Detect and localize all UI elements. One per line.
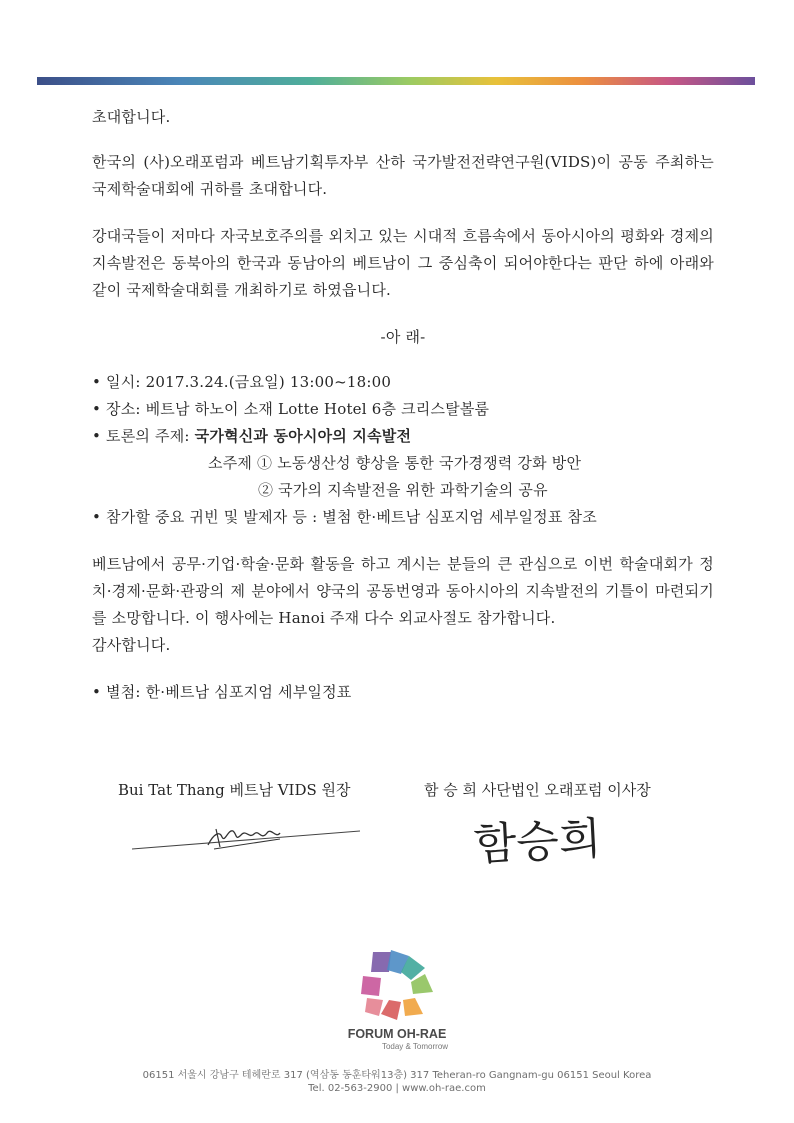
signer-right-name: 함 승 희 사단법인 오래포럼 이사장 <box>424 781 651 799</box>
event-details-list <box>92 369 714 531</box>
logo-tagline: Today & Tomorrow <box>381 1042 449 1051</box>
top-color-bar <box>37 77 755 85</box>
signature-left-image <box>130 819 366 855</box>
signature-right-image <box>470 805 630 877</box>
paragraph-background: 강대국들이 저마다 자국보호주의를 외치고 있는 시대적 흐름속에서 동아시아의 평화와 경제의 지속발전은 동북아의 한국과 동남아의 베트남이 그 중심축이 되어야한다는 판단 하에 아래와 같이 국제학술대회를 개최하기로 하였읍니다. <box>92 227 714 299</box>
section-heading: -아 래- <box>380 328 426 346</box>
subtopic-1: 소주제 ① 노동생산성 향상을 통한 국가경쟁력 강화 방안 <box>208 454 582 472</box>
letter-body <box>92 104 714 706</box>
signer-left-name: Bui Tat Thang 베트남 VIDS 원장 <box>118 781 351 799</box>
paragraph-closing: 베트남에서 공무·기업·학술·문화 활동을 하고 계시는 분들의 큰 관심으로 이번 학술대회가 정치·경제·문화·관광의 제 분야에서 양국의 공동번영과 동아시아의 지속발전의 기틀이 마련되기를 소망합니다. 이 행사에는 Hanoi 주재 다수 외교사절도 참가합니다. <box>92 555 714 627</box>
place-value: 베트남 하노이 소재 Lotte Hotel 6층 크리스탈볼룸 <box>145 400 490 418</box>
list-item-attachment: • 별첨: 한·베트남 심포지엄 세부일정표 <box>92 679 714 706</box>
list-item-place <box>92 396 714 423</box>
date-label: 일시: <box>106 373 141 391</box>
footer-address: 06151 서울시 강남구 테헤란로 317 (역삼동 동훈타워13층) 317 Teheran-ro Gangnam-gu 06151 Seoul Korea <box>142 1070 652 1081</box>
subtopic-2: ② 국가의 지속발전을 위한 과학기술의 공유 <box>258 481 548 499</box>
attachment-list <box>92 679 714 706</box>
greeting: 초대합니다. <box>92 108 171 126</box>
footer-contact: Tel. 02-563-2900 | www.oh-rae.com <box>308 1083 486 1094</box>
place-label: 장소: <box>106 400 141 418</box>
list-item-date <box>92 369 714 396</box>
date-value: 2017.3.24.(금요일) 13:00~18:00 <box>145 373 392 391</box>
paragraph-invitation: 한국의 (사)오래포럼과 베트남기획투자부 산하 국가발전전략연구원(VIDS)이 공동 주최하는 국제학술대회에 귀하를 초대합니다. <box>92 153 714 198</box>
list-item-guests: • 참가할 중요 귀빈 및 발제자 등 : 별첨 한·베트남 심포지엄 세부일정표 참조 <box>92 504 714 531</box>
topic-value: 국가혁신과 동아시아의 지속발전 <box>194 427 412 445</box>
handwritten-signature-text: 함승희 <box>472 813 603 871</box>
logo-name: FORUM OH-RAE <box>347 1027 447 1041</box>
forum-ohrae-logo-icon <box>345 940 449 1026</box>
topic-label: 토론의 주제: <box>106 427 190 445</box>
list-item-topic <box>92 423 714 450</box>
thanks-line: 감사합니다. <box>92 636 171 654</box>
